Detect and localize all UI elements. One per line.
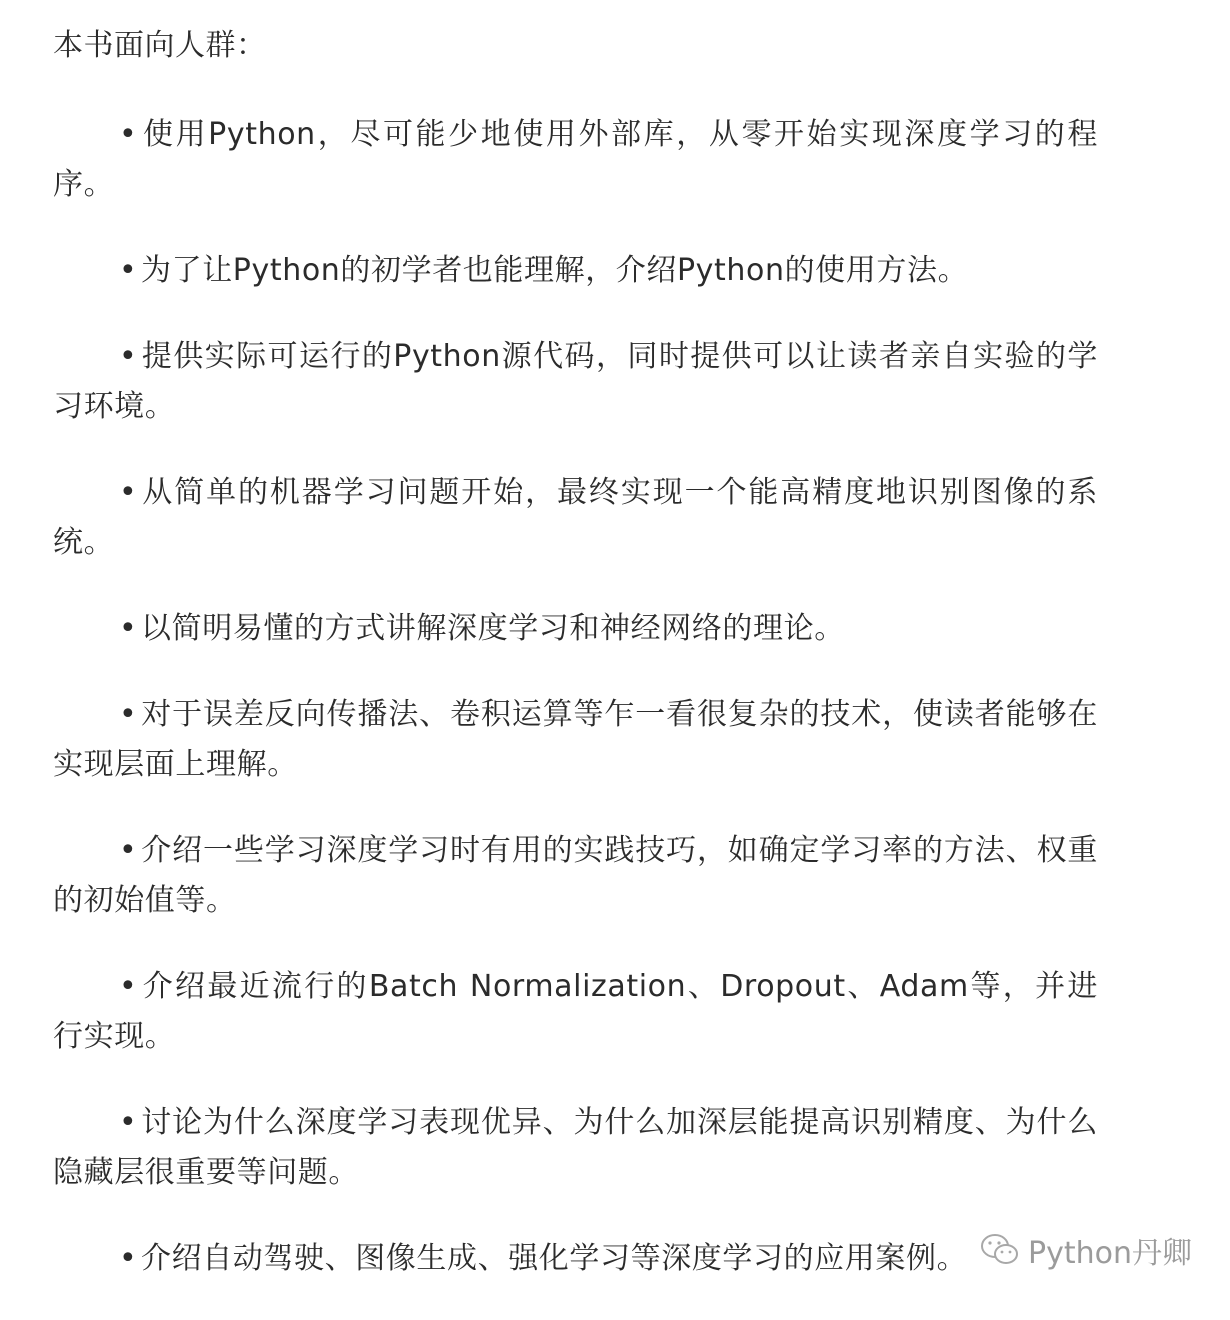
list-item-text: 从简单的机器学习问题开始，最终实现一个能高精度地识别图像的系统。 — [53, 475, 1098, 560]
list-item — [53, 1098, 1098, 1198]
article-content — [53, 24, 1098, 1320]
bullet-icon: • — [119, 117, 138, 152]
bullet-icon: • — [119, 339, 138, 374]
bullet-icon: • — [119, 611, 138, 646]
watermark — [980, 1228, 1192, 1272]
section-heading: 本书面向人群： — [53, 28, 267, 63]
list-item — [53, 1234, 1098, 1284]
bullet-icon: • — [119, 253, 138, 288]
list-item — [53, 246, 1098, 296]
bullet-icon: • — [119, 475, 138, 510]
list-item-text: 讨论为什么深度学习表现优异、为什么加深层能提高识别精度、为什么隐藏层很重要等问题。 — [53, 1105, 1098, 1190]
list-item-text: 介绍一些学习深度学习时有用的实践技巧，如确定学习率的方法、权重的初始值等。 — [53, 833, 1098, 918]
bullet-icon: • — [119, 833, 138, 868]
list-item-text: 介绍最近流行的Batch Normalization、Dropout、Adam等，并进行实现。 — [53, 969, 1098, 1054]
list-item — [53, 110, 1098, 210]
bullet-icon: • — [119, 1241, 138, 1276]
bullet-icon: • — [119, 697, 138, 732]
watermark-text: Python丹卿 — [1028, 1236, 1192, 1271]
list-item — [53, 690, 1098, 790]
list-item — [53, 826, 1098, 926]
bullet-icon: • — [119, 969, 138, 1004]
list-item — [53, 332, 1098, 432]
list-item — [53, 604, 1098, 654]
list-item-text: 提供实际可运行的Python源代码，同时提供可以让读者亲自实验的学习环境。 — [53, 339, 1098, 424]
wechat-icon — [980, 1232, 1020, 1268]
list-item-text: 为了让Python的初学者也能理解，介绍Python的使用方法。 — [141, 253, 969, 288]
list-item-text: 介绍自动驾驶、图像生成、强化学习等深度学习的应用案例。 — [141, 1241, 968, 1276]
list-item-text: 以简明易懂的方式讲解深度学习和神经网络的理论。 — [141, 611, 845, 646]
bullet-icon: • — [119, 1105, 138, 1140]
list-item-text: 使用Python，尽可能少地使用外部库，从零开始实现深度学习的程序。 — [53, 117, 1098, 202]
list-item-text: 对于误差反向传播法、卷积运算等乍一看很复杂的技术，使读者能够在实现层面上理解。 — [53, 697, 1098, 782]
list-item — [53, 962, 1098, 1062]
list-item — [53, 468, 1098, 568]
